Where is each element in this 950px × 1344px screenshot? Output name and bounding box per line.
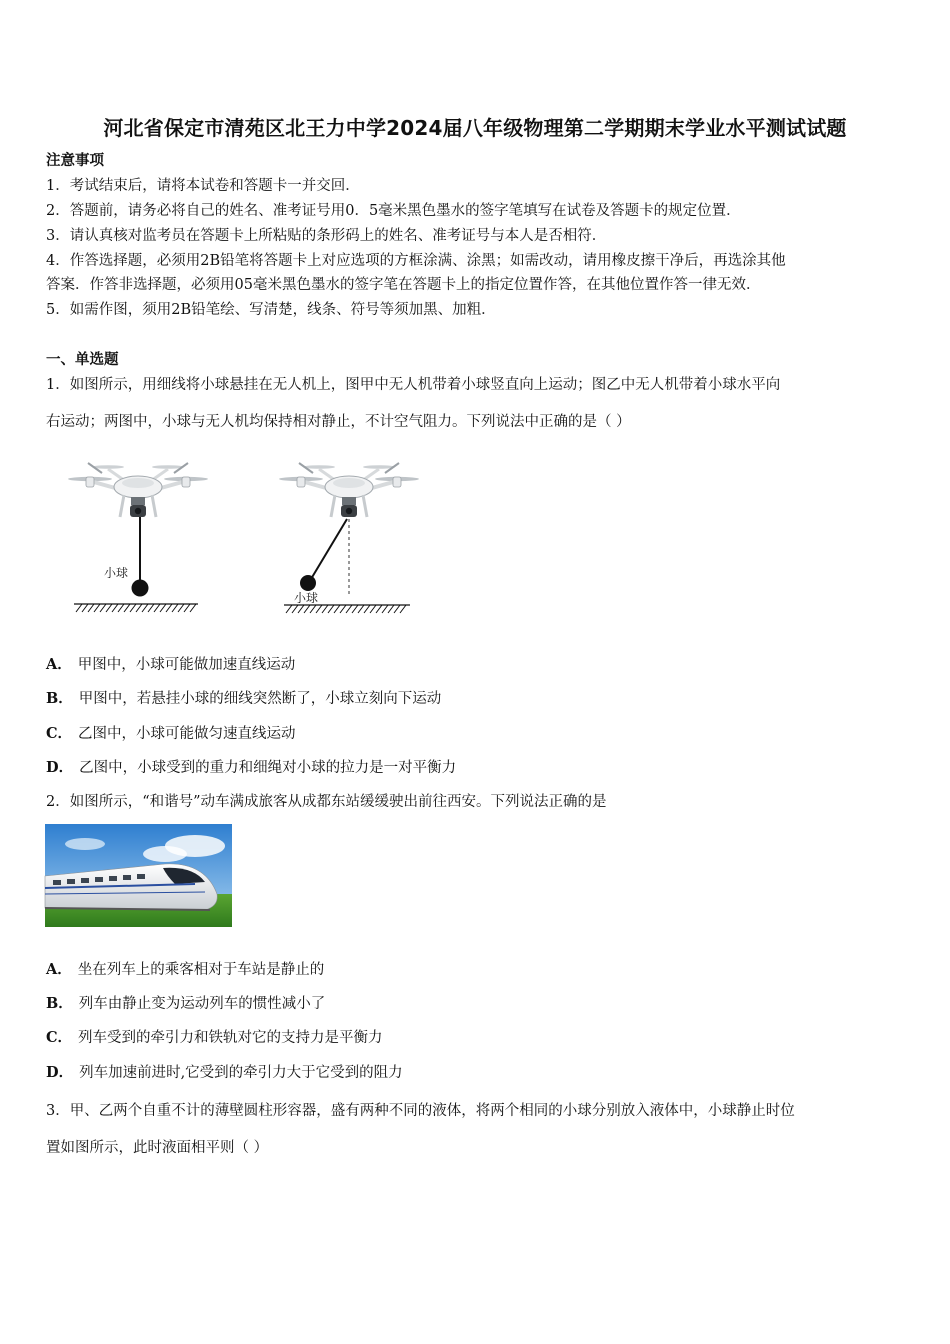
q2-option-c: C． 列车受到的牵引力和铁轨对它的支持力是平衡力 <box>46 1029 383 1046</box>
question-1-text-cont: 右运动；两图中，小球与无人机均保持相对静止，不计空气阻力。下列说法中正确的是（ ） <box>46 414 631 430</box>
notice-heading: 注意事项 <box>46 152 104 169</box>
q1-option-b: B． 甲图中，若悬挂小球的细线突然断了，小球立刻向下运动 <box>46 690 442 707</box>
q2-option-d: D． 列车加速前进时,它受到的牵引力大于它受到的阻力 <box>46 1064 403 1081</box>
page-title: 河北省保定市清苑区北王力中学2024届八年级物理第二学期期末学业水平测试试题 <box>103 116 847 140</box>
drone-figure <box>60 455 430 625</box>
question-2-text: 2．如图所示，“和谐号”动车满成旅客从成都东站缓缓驶出前往西安。下列说法正确的是 <box>46 794 607 810</box>
train-photo <box>45 824 232 927</box>
question-3-text: 3．甲、乙两个自重不计的薄壁圆柱形容器，盛有两种不同的液体，将两个相同的小球分别放入液体中，小球静止时位 <box>46 1103 795 1119</box>
ball-label-left: 小球 <box>104 566 129 580</box>
q1-option-a: A． 甲图中，小球可能做加速直线运动 <box>46 656 296 673</box>
q2-option-b: B． 列车由静止变为运动列车的惯性减小了 <box>46 995 326 1012</box>
notice-item: 答案．作答非选择题，必须用05毫米黑色墨水的签字笔在答题卡上的指定位置作答，在其他位置作答一律无效． <box>46 277 761 293</box>
notice-item: 1．考试结束后，请将本试卷和答题卡一并交回． <box>46 178 360 194</box>
notice-item: 2．答题前，请务必将自己的姓名、准考证号用0．5毫米黑色墨水的签字笔填写在试卷及答题卡的规定位置． <box>46 203 741 219</box>
q1-option-c: C． 乙图中，小球可能做匀速直线运动 <box>46 725 296 742</box>
question-1-text: 1．如图所示，用细线将小球悬挂在无人机上，图甲中无人机带着小球竖直向上运动；图乙中无人机带着小球水平向 <box>46 377 781 393</box>
notice-item: 5．如需作图，须用2B铅笔绘、写清楚，线条、符号等须加黑、加粗． <box>46 302 496 318</box>
ball-label-right: 小球 <box>294 591 319 605</box>
notice-item: 4．作答选择题，必须用2B铅笔将答题卡上对应选项的方框涂满、涂黑；如需改动，请用橡皮擦干净后，再选涂其他 <box>46 253 786 269</box>
q2-option-a: A． 坐在列车上的乘客相对于车站是静止的 <box>46 961 325 978</box>
section-heading: 一、单选题 <box>46 351 119 368</box>
q1-option-d: D． 乙图中，小球受到的重力和细绳对小球的拉力是一对平衡力 <box>46 759 457 776</box>
question-3-text-cont: 置如图所示，此时液面相平则（ ） <box>46 1140 269 1156</box>
notice-item: 3．请认真核对监考员在答题卡上所粘贴的条形码上的姓名、准考证号与本人是否相符． <box>46 228 607 244</box>
